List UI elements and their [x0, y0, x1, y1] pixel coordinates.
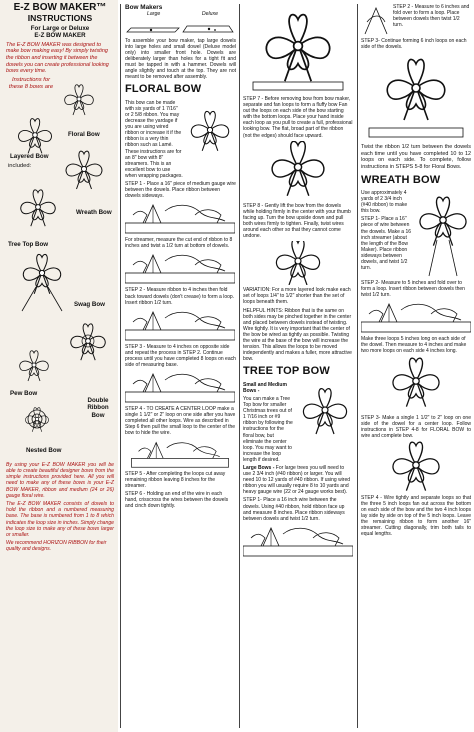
description-paragraph: The E-Z BOW MAKER consists of dowels to hold the ribbon and a numbered measuring base. The base is numbered from 1 to 8 which indicates the loop size in inches. Simply change the loop size to make any of these bows larger or smaller. [6, 500, 114, 538]
pew-bow-drawing [14, 347, 54, 387]
tree-top-bow-diagram [297, 382, 353, 456]
large-bows-label: Large Bows - [243, 464, 275, 471]
tree-top-step-3: STEP 3- Continue forming 6 inch loops on each side of the dowels. [361, 38, 467, 51]
floral-intro-text: This bow can be made with six yards of 1 7/16" or 2 5/8 ribbon. You may decrease the yardage if you are using wired ribbon or increase it if the ribbon is a very thin ribbon such as Lamé. These instructions are for an 8" bow with 8" streamers. This is an excellent bow to use when wrapping packages. [125, 99, 183, 179]
large-bows-text: For large trees you will need to use 2 3/4 inch (#40 ribbon) or larger. You will need 10 to 12 yards of #40 ribbon. If using wired ribbon you will usually require 8 to 10 yards and heavy gauge wire (22 or 24 gauge works best). [243, 464, 351, 496]
floral-step-2: STEP 2 - Measure ribbon to 4 inches then fold back toward dowels (don't crease) to form a loop. Insert ribbon 1/2 turn. [125, 287, 235, 306]
wreath-intro: Use approximately 4 yards of 2 3/4 inch (#40 ribbon) to make this bow. [361, 189, 408, 215]
streamer-illustration [125, 251, 235, 285]
bow-gallery [6, 77, 114, 462]
wreath-bow-label: Wreath Bow [76, 208, 112, 216]
wreath-step-4: STEP 4 - Wire tightly and separate loops so that the three 5 inch loops fan out across the bottom on each side of the bow and the two 4 inch loops lay side by side on top of the 5 inch loops. Leave the remaining ribbon to form another 16" streamer. Cutting diagonally, trim both tails to equal lengths. [361, 494, 471, 538]
instructions-heading: INSTRUCTIONS [27, 12, 93, 23]
large-label: Large [147, 11, 161, 18]
usage-paragraph: By using your E-Z BOW MAKER you will be able to create beautiful designer bows from the simple instructions provided here. All you will need to make any of these bows is your E-Z BOW MAKER, ribbon and medium (24 or 26) gauge floral wire. [6, 461, 114, 499]
step-4-illustration [125, 439, 235, 469]
variation-text: VARIATION: For a more layered look make each set of loops 1/4" to 1/2" shorter than the set of loops beneath them. [243, 287, 351, 306]
tree-top-bow-label: Tree Top Bow [8, 240, 49, 248]
intro-paragraph: The E-Z BOW MAKER was designed to make bow making easy! By simply twisting the ribbon and inserting it between the dowels you can create professional looking bows every time. [6, 41, 109, 75]
helpful-hints-text: HELPFUL HINTS: Ribbon that is the same on both sides may be pinched together in the center and placed between dowels instead of twisting. Wire tightly. It is very important that the center of the bow be wired as tightly as possible. Twisting the wire at the base of the bow will increase the tension. This allows the loops to be moved independently and makes a fuller, more attractive bow. [243, 307, 352, 363]
tree-top-bow-heading: TREE TOP BOW [243, 365, 330, 378]
subtitle-line-2: E-Z BOW MAKER [34, 31, 86, 39]
instructions-for-text: Instructions for these 8 bows are [8, 76, 54, 90]
recommendation-paragraph: We recommend HORIZON RIBBON for their quality and designs. [6, 540, 107, 553]
wreath-bow-diagram [415, 190, 471, 280]
floral-step-6: STEP 6 - Holding an end of the wire in each hand, crisscross the wires between the dowels and cinch down tightly. [125, 490, 229, 510]
tree-top-step-2: STEP 2 - Measure to 6 inches and fold over to form a loop. Place between dowels then twist 1/2 turn. [393, 4, 470, 29]
floral-step-1: STEP 1 - Place a 16" piece of medium gauge wire between the dowels. Place ribbon between dowels sideways. [125, 180, 236, 200]
floral-step-7: STEP 7 - Before removing bow from bow maker, separate and fan loops to form a fluffy bow Fan out the loops on each side of the bow starting with the bottom loops. Place your hand inside each loop as you pull to create a full, professional looking bow. The flat, broad part of the ribbon (not the edges) should face upward. [243, 96, 353, 139]
wreath-loops-illustration [361, 357, 471, 413]
floral-bow-drawing [54, 79, 104, 125]
assembly-text: To assemble your bow maker, tap large dowels into large holes and small dowel (Deluxe model only) into smaller front hole. Dowels are deliberately larger than holes for a tight fit and must be tapped in with a hammer. Dowels will angle slightly and touch at the top. They are not meant to be removed after assembly. [125, 37, 236, 81]
wreath-step-3: STEP 3- Make a single 1 1/2" to 2" loop on one side of the dowel for a center loop. Follow instructions in STEP 4-8 for FLORAL BOW to wire and complete bow. [361, 414, 471, 439]
deluxe-label: Deluxe [201, 11, 218, 18]
tree-top-step-3-illustration [361, 52, 471, 142]
nested-bow-drawing [14, 399, 60, 447]
nested-bow-label: Nested Bow [26, 446, 62, 454]
wreath-bow-heading: WREATH BOW [361, 173, 441, 186]
wreath-step-2-illustration [361, 300, 471, 334]
floral-step-4: STEP 4 - TO CREATE A CENTER LOOP make a single 1 1/2" or 2" loop on one side after you have completed all other loops. Wire as described in Step 6 then pull the small loop to the center of the bow to hide the wire. [125, 406, 236, 437]
floral-step-8: STEP 8 - Gently lift the bow from the dowels while holding firmly in the center with your thumb facing up. Turn the bow upside down and pull both wires firmly to tighten. Finally, twist wires around each other so that they cannot come undone. [243, 202, 351, 240]
variation-illustration [243, 241, 353, 285]
floral-bow-label: Floral Bow [68, 130, 100, 138]
swag-bow-label: Swag Bow [74, 300, 105, 308]
tree-top-intro: You can make a Tree Top bow for smaller Christmas trees out of 1 7/16 inch or #9 ribbon by following the instructions for the floral bow, but eliminate the center loop. You may want to increase the loop length if desired. [243, 395, 293, 463]
floral-bow-heading: FLORAL BOW [125, 83, 202, 96]
subtitle-line-1: For Large or Deluxe [30, 24, 90, 32]
wreath-bow-drawing [56, 147, 112, 203]
tree-top-step-1: STEP 1- Place a 16 inch wire between the dowels. Using #40 ribbon, hold ribbon face up and measure 8 inches. Place ribbon sideways between dowels and twist 1/2 turn. [243, 497, 345, 522]
floral-bow-diagram [184, 100, 236, 170]
floral-step-3: STEP 3 - Measure to 4 inches on opposite side and repeat the process in STEP 2. Continue process until you have completed 8 loops on each side of measuring base. [125, 343, 236, 369]
main-title: E-Z BOW MAKER™ [13, 2, 107, 13]
pew-bow-label: Pew Bow [10, 389, 38, 397]
column-divider-1 [120, 4, 121, 728]
wreath-step-1: STEP 1- Place a 16" piece of wire between the dowels. Make a 16 inch streamer (about the length of the Bow Maker). Place ribbon sideways between dowels, and twist 1/2 turn. [361, 216, 412, 272]
step-1-illustration [125, 201, 235, 235]
wreath-make-three-text: Make three loops 5 inches long on each side of the dowel. Then measure to 4 inches and make two more loops on each side 4 inches long. [361, 336, 467, 355]
floral-streamer-text: For streamer, measure the cut end of ribbon to 8 inches and twist a 1/2 turn at bottom of dowels. [125, 237, 233, 250]
layered-bow-label: Layered Bow [10, 152, 49, 160]
step-7-illustration [243, 6, 353, 94]
double-ribbon-bow-drawing [62, 317, 114, 373]
floral-step-5: STEP 5 - After completing the loops cut away remaining ribbon leaving 8 inches for the streamer. [125, 470, 226, 489]
step-2-illustration [125, 308, 235, 342]
tree-top-step-2-illustration [361, 4, 391, 38]
bow-maker-base-drawing [125, 20, 235, 36]
tree-top-column [240, 0, 356, 732]
floral-column [122, 0, 239, 732]
bow-makers-heading: Bow Makers [125, 4, 163, 11]
step-8-illustration [243, 141, 353, 201]
tree-top-bow-drawing [12, 185, 64, 237]
small-medium-bows-label: Small and Medium Bows - [243, 381, 287, 394]
included-text: included: [8, 162, 32, 169]
step-3-illustration [125, 370, 235, 404]
bow-maker-model-labels [125, 11, 236, 17]
tree-top-step-1-illustration [243, 524, 353, 558]
wreath-column [358, 0, 474, 732]
tree-top-twist-text: Twist the ribbon 1/2 turn between the dowels each time until you have completed 10 to 12 loops on each side. To complete, follow instructions in STEPS 5-8 for Floral Bows. [361, 144, 471, 170]
intro-column [0, 0, 118, 732]
double-ribbon-bow-label: Double Ribbon Bow [87, 396, 109, 419]
wreath-step-3-illustration [361, 441, 471, 493]
swag-bow-drawing [10, 249, 74, 313]
wreath-step-2: STEP 2- Measure to 5 inches and fold over to form a loop. Insert ribbon between dowels then twist 1/2 turn. [361, 279, 465, 299]
